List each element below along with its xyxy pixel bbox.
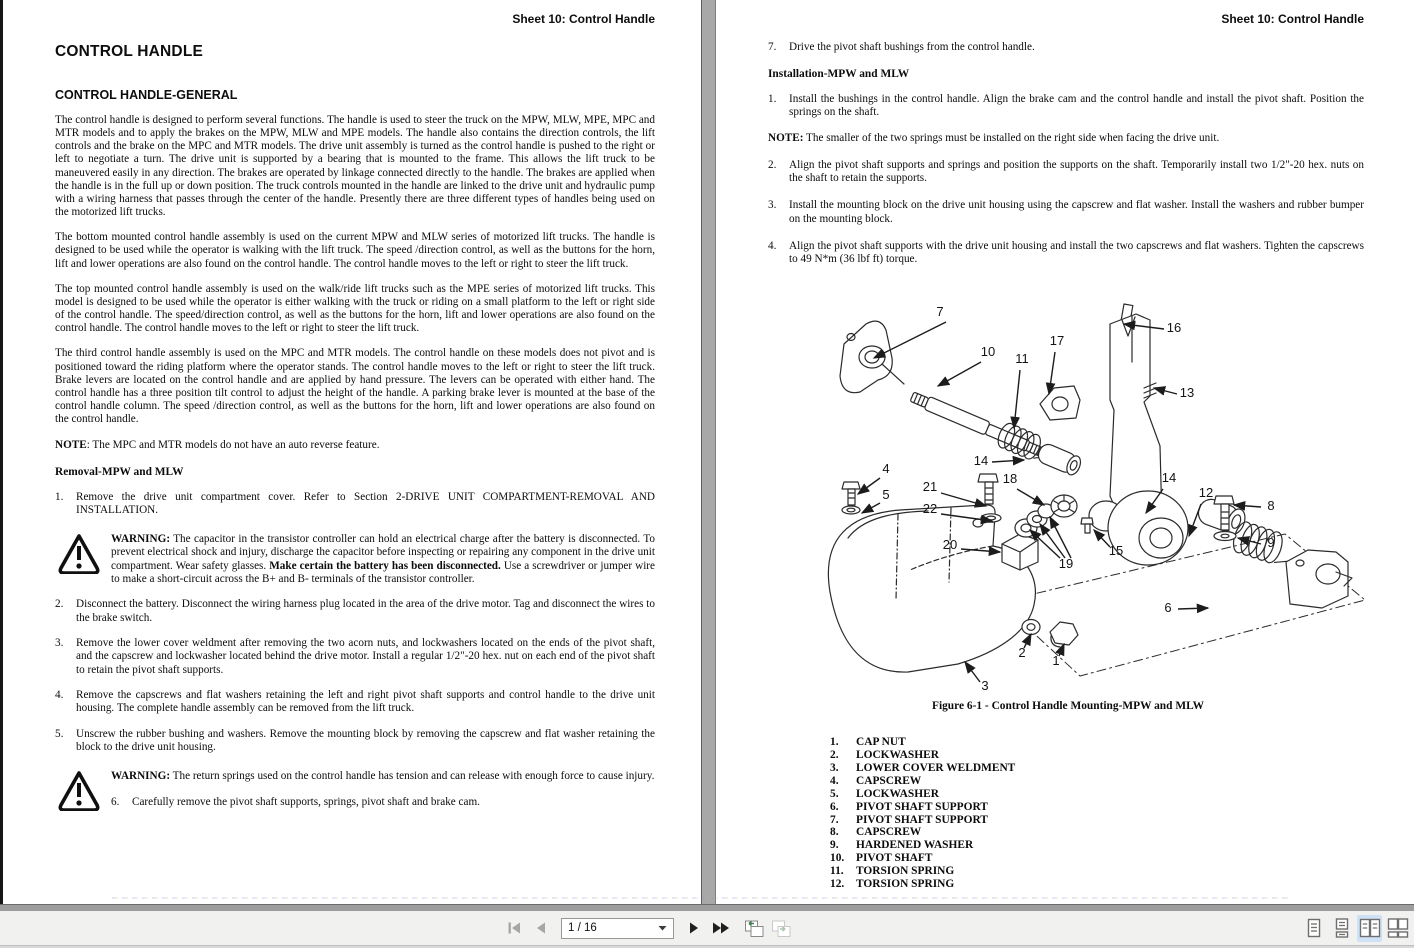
paragraph: The bottom mounted control handle assembly is used on the current MPW and MLW series of motorized lift trucks. The handle is designed to be used while the operator is walking with the lift truck. The speed /direction control, as well as the buttons for the horn, lift and lower operations are also found on the control handle. The control handle moves to the left or right to steer the lift truck. bbox=[55, 231, 655, 270]
svg-text:15: 15 bbox=[1108, 543, 1124, 559]
footer-artifact-line bbox=[112, 897, 1290, 899]
next-view-icon bbox=[771, 919, 792, 938]
svg-text:14: 14 bbox=[1161, 470, 1177, 486]
svg-text:14: 14 bbox=[973, 453, 989, 469]
previous-page-icon bbox=[535, 921, 547, 935]
page-right bbox=[716, 0, 1414, 904]
parts-list-item: 9. HARDENED WASHER bbox=[830, 839, 974, 852]
single-page-view-icon bbox=[1304, 918, 1324, 938]
svg-text:7: 7 bbox=[936, 304, 944, 320]
procedure-step: 2. Align the pivot shaft supports and springs and position the supports on the shaft. Temporarily install two 1/2"-20 hex. nuts on the shaft to retain the supports. bbox=[768, 159, 1364, 185]
svg-text:6: 6 bbox=[1164, 600, 1172, 616]
viewer-toolbar bbox=[0, 911, 1414, 945]
svg-text:12: 12 bbox=[1198, 485, 1214, 501]
next-page-button[interactable] bbox=[683, 916, 705, 940]
first-page-button[interactable] bbox=[503, 916, 525, 940]
svg-text:17: 17 bbox=[1049, 333, 1065, 349]
svg-text:13: 13 bbox=[1179, 385, 1195, 401]
first-page-icon bbox=[507, 921, 522, 935]
warning-triangle-icon bbox=[57, 533, 101, 574]
last-page-icon bbox=[712, 921, 730, 935]
note: NOTE: The MPC and MTR models do not have an auto reverse feature. bbox=[55, 439, 380, 452]
procedure-step: 1. Remove the drive unit compartment cover. Refer to Section 2-DRIVE UNIT COMPARTMENT-REMOVAL AND INSTALLATION. bbox=[55, 490, 655, 517]
section-heading: CONTROL HANDLE-GENERAL bbox=[55, 88, 238, 102]
figure-caption: Figure 6-1 - Control Handle Mounting-MPW and MLW bbox=[931, 700, 1205, 713]
two-page-view-icon bbox=[1359, 918, 1381, 938]
procedure-step: 6. Carefully remove the pivot shaft supports, springs, pivot shaft and brake cam. bbox=[111, 795, 480, 808]
svg-text:19: 19 bbox=[1058, 556, 1074, 572]
svg-text:4: 4 bbox=[882, 461, 890, 477]
svg-text:1: 1 bbox=[1052, 653, 1060, 669]
procedure-step: 1. Install the bushings in the control handle. Align the brake cam and the control handle and install the pivot shaft. Position the springs on the shaft. bbox=[768, 92, 1364, 118]
figure-6-1-exploded-diagram bbox=[788, 300, 1370, 698]
warning-label: WARNING: bbox=[111, 533, 171, 546]
continuous-view-button[interactable] bbox=[1329, 915, 1354, 942]
last-page-button[interactable] bbox=[710, 916, 732, 940]
page-navigation-group bbox=[503, 911, 792, 945]
next-view-button[interactable] bbox=[770, 916, 792, 940]
note: NOTE: The smaller of the two springs must be installed on the right side when facing the drive unit. bbox=[768, 131, 1220, 144]
paragraph: The control handle is designed to perform several functions. The handle is used to steer the truck on the MPW, MLW, MPE, MPC and MTR models and to apply the brakes on the MPW, MLW and MPE models. The handle also contains the direction controls, the lift controls and the brake on the MPC and MTR models. The drive unit assembly is turned as the control handle is pushed to the right or left to negotiate a turn. The drive unit is supported by a bearing that is mounted to the frame. This allows the lift truck to be maneuvered easily in any direction. The brakes are operated by linkage connected directly to the handle. The brakes are applied when the handle is in the full up or down position. The truck controls mounted in the handle are linked to the drive unit and hydraulic pump with a wiring harness that passes through the center of the handle. Presently there are three different types of handles being used on the motorized lift trucks. bbox=[55, 114, 655, 219]
chevron-down-icon bbox=[658, 925, 667, 931]
page-title: CONTROL HANDLE bbox=[55, 43, 204, 60]
svg-text:11: 11 bbox=[1015, 351, 1029, 367]
parts-list-item: 3. LOWER COVER WELDMENT bbox=[830, 761, 1016, 774]
parts-list-item: 6. PIVOT SHAFT SUPPORT bbox=[830, 800, 988, 813]
procedure-step: 4. Remove the capscrews and flat washers retaining the left and right pivot shaft supports and control handle to the drive unit housing. The complete handle assembly can be removed from the lift truck. bbox=[55, 689, 655, 715]
previous-view-icon bbox=[744, 919, 765, 938]
page-header: Sheet 10: Control Handle bbox=[512, 12, 655, 26]
procedure-step: 4. Align the pivot shaft supports with the drive unit housing and install the two capscrews and flat washers. Tighten the capscrews to 49 N*m (36 lbf ft) torque. bbox=[768, 239, 1364, 265]
svg-text:20: 20 bbox=[942, 537, 958, 553]
warning-label: WARNING: bbox=[111, 770, 171, 783]
two-page-view-button[interactable] bbox=[1357, 915, 1382, 942]
previous-page-button[interactable] bbox=[530, 916, 552, 940]
paragraph: The top mounted control handle assembly is used on the walk/ride lift trucks such as the MPE series of motorized lift trucks. This model is designed to be used while the operator is either walking with the truck or riding on a small platform to the left or right side of the control handle. The speed/direction control, as well as the buttons for the horn, lift and lower operations are also found on the control handle. The control handle moves to the left or right to steer the lift truck. bbox=[55, 282, 655, 335]
svg-text:8: 8 bbox=[1267, 498, 1275, 514]
parts-list-item: 7. PIVOT SHAFT SUPPORT bbox=[830, 813, 988, 826]
parts-list-item: 5. LOCKWASHER bbox=[830, 787, 939, 800]
svg-text:22: 22 bbox=[922, 501, 938, 517]
svg-text:3: 3 bbox=[981, 678, 989, 694]
warning-triangle-icon bbox=[57, 770, 101, 811]
svg-text:16: 16 bbox=[1166, 320, 1182, 336]
procedure-step: 2. Disconnect the battery. Disconnect the wiring harness plug located in the area of the drive motor. Tag and disconnect the wires to the brake switch. bbox=[55, 598, 655, 624]
parts-list-item: 1. CAP NUT bbox=[830, 736, 906, 749]
two-page-continuous-view-icon bbox=[1387, 918, 1409, 938]
parts-list-item: 2. LOCKWASHER bbox=[830, 748, 939, 761]
parts-list-item: 11. TORSION SPRING bbox=[830, 865, 955, 878]
page-number-combobox[interactable] bbox=[561, 918, 674, 939]
page-number-value: 1 / 16 bbox=[568, 922, 597, 934]
page-header: Sheet 10: Control Handle bbox=[1221, 12, 1364, 26]
parts-list bbox=[830, 736, 1364, 891]
view-mode-group bbox=[1301, 911, 1410, 945]
svg-text:5: 5 bbox=[882, 487, 890, 503]
svg-text:2: 2 bbox=[1018, 645, 1026, 661]
parts-list-item: 12. TORSION SPRING bbox=[830, 878, 955, 891]
previous-view-button[interactable] bbox=[743, 916, 765, 940]
next-page-icon bbox=[688, 921, 700, 935]
paragraph: The third control handle assembly is used on the MPC and MTR models. The control handle on these models does not pivot and is positioned toward the riding platform where the operator stands. The control handle moves to the left or right to steer the lift truck. Brake levers are located on the control handle and are applied by hand pressure. The levers can be operated with either hand. The control handle has a three position tilt control to adjust the height of the handle. A parking brake lever is mounted at the base of the control handle column. The speed /direction control, as well as the buttons for the horn, lift and lower operations are also found on the control handle. bbox=[55, 347, 655, 426]
page-gutter bbox=[701, 0, 716, 904]
removal-heading: Removal-MPW and MLW bbox=[55, 466, 184, 479]
page-bottom-edge bbox=[0, 904, 1414, 911]
control-handle-diagram bbox=[788, 300, 1370, 698]
procedure-step: 7. Drive the pivot shaft bushings from the control handle. bbox=[768, 41, 1035, 53]
procedure-step: 3. Remove the lower cover weldment after removing the two acorn nuts, and lockwashers located on the ends of the pivot shaft, and the capscrew and lockwasher located behind the drive motor. Install a regular 1/2"-20 hex. nut on each end of the pivot shaft to retain the pivot shaft supports. bbox=[55, 637, 655, 676]
parts-list-item: 8. CAPSCREW bbox=[830, 826, 922, 839]
continuous-view-icon bbox=[1332, 918, 1352, 938]
warning-block: WARNING: The capacitor in the transistor controller can hold an electrical charge after the battery is disconnected. To prevent electrical shock and injury, discharge the capacitor before inspecting or repairing any component in the drive unit compartment. Wear safety glasses. Make certain the battery has been disconnected. Use a screwdriver or jumper wire to make a short-circuit across the B+ and B- terminals of the transistor controller. bbox=[55, 533, 655, 586]
parts-list-item: 4. CAPSCREW bbox=[830, 774, 922, 787]
single-page-view-button[interactable] bbox=[1301, 915, 1326, 942]
two-page-continuous-view-button[interactable] bbox=[1385, 915, 1410, 942]
svg-text:18: 18 bbox=[1002, 471, 1018, 487]
procedure-step: 5. Unscrew the rubber bushing and washers. Remove the mounting block by removing the capscrew and flat washer retaining the block to the drive unit housing. bbox=[55, 727, 655, 754]
svg-text:21: 21 bbox=[922, 479, 938, 495]
procedure-step: 3. Install the mounting block on the drive unit housing using the capscrew and flat washer. Install the washers and rubber bumper on the mounting block. bbox=[768, 199, 1364, 225]
install-steps-2-4 bbox=[768, 159, 1364, 266]
page-left bbox=[0, 0, 701, 904]
installation-heading: Installation-MPW and MLW bbox=[768, 68, 910, 81]
steps-2-5 bbox=[55, 598, 655, 754]
warning-block: WARNING: The return springs used on the control handle has tension and can release with enough force to cause injury. bbox=[55, 770, 655, 783]
svg-text:10: 10 bbox=[980, 344, 996, 360]
svg-text:9: 9 bbox=[1267, 535, 1275, 551]
parts-list-item: 10. PIVOT SHAFT bbox=[830, 852, 933, 865]
